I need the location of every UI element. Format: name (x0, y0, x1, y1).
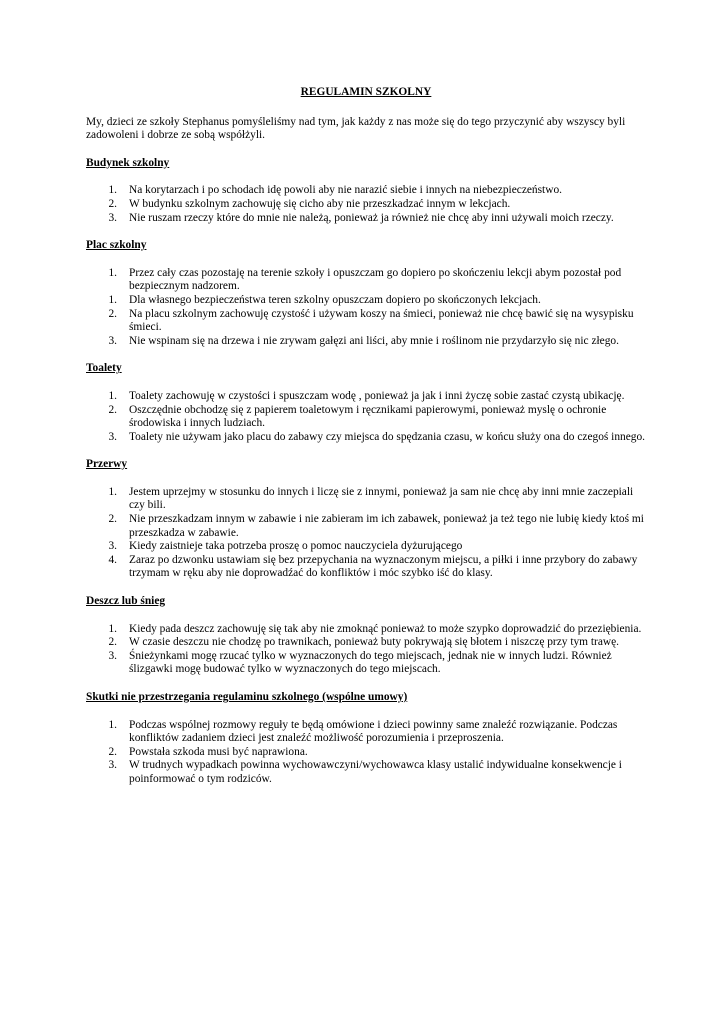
item-number: 2. (108, 745, 117, 758)
item-text: Zaraz po dzwonku ustawiam się bez przepychania na wyznaczonym miejscu, a piłki i inne przybory do zabawy trzymam w ręku aby nie doprowadźać do konfliktów i móc szybko iść do klasy. (129, 553, 638, 580)
section-przerwy (86, 458, 646, 581)
list-item (86, 184, 646, 198)
list-item (86, 719, 646, 746)
rule-list (86, 623, 646, 677)
list-item (86, 623, 646, 637)
section-deszcz-lub-snieg (86, 595, 646, 677)
item-number: 2. (108, 307, 117, 320)
item-text: Nie ruszam rzeczy które do mnie nie należą, ponieważ ja również nie chcę aby inni używali moich rzeczy. (129, 211, 614, 224)
list-item (86, 759, 646, 786)
item-text: W czasie deszczu nie chodzę po trawnikach, ponieważ buty pokrywają się błotem i niszczę przy tym trawę. (129, 636, 620, 649)
item-number: 2. (108, 636, 117, 649)
item-text: Na placu szkolnym zachowuję czystość i używam koszy na śmieci, ponieważ nie chcę bawić się na wysypisku śmieci. (129, 307, 634, 334)
section-heading: Deszcz lub śnieg (86, 595, 166, 608)
section-toalety (86, 362, 646, 444)
item-text: Jestem uprzejmy w stosunku do innych i liczę sie z innymi, ponieważ ja sam nie chcę aby inni mnie zaczepiali czy bili. (129, 485, 634, 512)
item-number: 3. (108, 649, 117, 662)
section-heading: Przerwy (86, 458, 128, 471)
section-skutki (86, 691, 646, 787)
item-text: Toalety nie używam jako placu do zabawy czy miejsca do spędzania czasu, w końcu służy ona do czegoś innego. (129, 430, 646, 443)
list-item (86, 390, 646, 404)
item-number: 3. (108, 540, 117, 553)
list-item (86, 540, 646, 554)
intro-paragraph: My, dzieci ze szkoły Stephanus pomyśleliśmy nad tym, jak każdy z nas może się do tego przyczynić aby wszyscy byli zadowoleni i dobrze ze sobą współżyli. (86, 115, 626, 142)
item-number: 1. (108, 293, 117, 306)
section-budynek-szkolny (86, 157, 646, 225)
item-number: 1. (108, 266, 117, 279)
rule-list (86, 267, 646, 349)
item-number: 1. (108, 622, 117, 635)
list-item (86, 404, 646, 431)
list-item (86, 212, 646, 226)
item-text: Nie wspinam się na drzewa i nie zrywam gałęzi ani liści, aby mnie i roślinom nie przydarzyło się nic złego. (129, 334, 619, 347)
item-number: 3. (108, 211, 117, 224)
item-number: 1. (108, 184, 117, 197)
section-plac-szkolny (86, 239, 646, 348)
item-number: 1. (108, 485, 117, 498)
item-text: Nie przeszkadzam innym w zabawie i nie zabieram im ich zabawek, ponieważ ja też tego nie lubię kiedy ktoś mi przeszkadza w zabawie. (129, 513, 644, 539)
document-page (86, 86, 646, 801)
list-item (86, 294, 646, 308)
section-heading: Skutki nie przestrzegania regulaminu szkolnego (wspólne umowy) (86, 691, 408, 703)
list-item (86, 431, 646, 445)
section-heading: Plac szkolny (86, 239, 147, 252)
item-text: Na korytarzach i po schodach idę powoli aby nie narazić siebie i innych na niebezpieczeństwo. (129, 184, 562, 197)
item-text: Powstała szkoda musi być naprawiona. (129, 745, 308, 758)
item-number: 2. (108, 403, 117, 416)
section-heading: Toalety (86, 362, 122, 375)
list-item (86, 746, 646, 760)
list-item (86, 554, 646, 581)
item-text: Toalety zachowuję w czystości i spuszczam wodę , ponieważ ja jak i inni życzę sobie zastać czystą ubikację. (129, 389, 625, 402)
item-text: W budynku szkolnym zachowuję się cicho aby nie przeszkadzać innym w lekcjach. (129, 197, 511, 210)
rule-list (86, 719, 646, 787)
list-item (86, 308, 646, 335)
rule-list (86, 390, 646, 444)
list-item (86, 198, 646, 212)
item-number: 1. (108, 389, 117, 402)
item-number: 1. (108, 718, 117, 731)
item-number: 3. (108, 430, 117, 443)
list-item (86, 335, 646, 349)
item-number: 4. (108, 553, 117, 566)
item-number: 2. (108, 513, 117, 526)
item-text: Oszczędnie obchodzę się z papierem toaletowym i ręcznikami papierowymi, ponieważ myslę o ochronie środowiska i innych ludziach. (129, 403, 607, 430)
item-number: 2. (108, 197, 117, 210)
list-item (86, 267, 646, 294)
document-title: REGULAMIN SZKOLNY (300, 86, 432, 98)
item-text: Dla własnego bezpieczeństwa teren szkolny opuszczam dopiero po skończonych lekcjach. (129, 293, 541, 306)
section-heading: Budynek szkolny (86, 156, 170, 169)
list-item (86, 513, 646, 540)
item-text: Śnieżynkami mogę rzucać tylko w wyznaczonych do tego miejscach, jednak nie w innych ludzi. Również ślizgawki mogę budować tylko w wyznaczonych do tego miejscach. (129, 649, 612, 676)
item-text: Kiedy zaistnieje taka potrzeba proszę o pomoc nauczyciela dyżurującego (129, 540, 463, 553)
rule-list (86, 184, 646, 225)
item-number: 3. (108, 334, 117, 347)
list-item (86, 650, 646, 677)
item-text: W trudnych wypadkach powinna wychowawczyni/wychowawca klasy ustalić indywidualne konsekwencje i poinformować o tym rodziców. (129, 759, 622, 785)
list-item (86, 486, 646, 513)
list-item (86, 636, 646, 650)
item-text: Kiedy pada deszcz zachowuję się tak aby nie zmoknąć ponieważ to może szypko doprowadzić do przeziębienia. (129, 622, 642, 635)
item-text: Podczas wspólnej rozmowy reguły te będą omówione i dzieci powinny same znaleźć rozwiązanie. Podczas konfliktów zadaniem dzieci jest znaleźć możliwość porozumienia i przeproszenia. (129, 718, 618, 745)
item-text: Przez cały czas pozostaję na terenie szkoły i opuszczam go dopiero po skończeniu lekcji abym pozostał pod bezpiecznym nadzorem. (129, 266, 622, 293)
item-number: 3. (108, 759, 117, 772)
rule-list (86, 486, 646, 581)
